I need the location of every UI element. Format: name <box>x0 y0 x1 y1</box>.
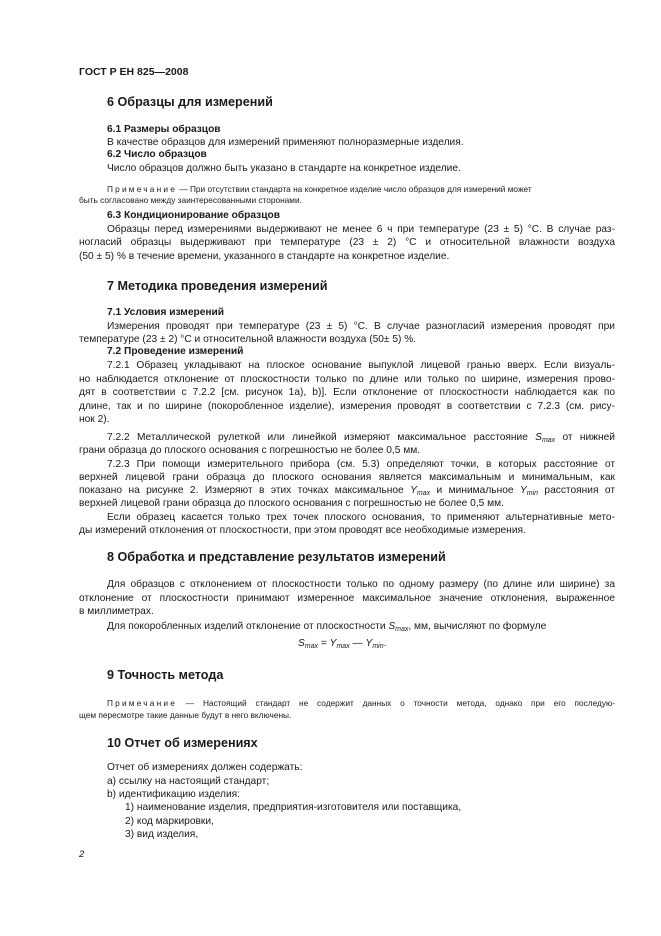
paragraph-7-2-3-line-4: верхней лицевой грани образца до плоского основания с погрешностью не более 0,5 мм. <box>79 498 505 509</box>
formula-s-max: $S_{max} = Y_{max}$ — $Y_{min}$. <box>298 638 387 650</box>
subsection-6-2-title: 6.2 Число образцов <box>107 149 207 160</box>
document-header: ГОСТ Р ЕН 825—2008 <box>79 66 189 78</box>
paragraph-6-3-line-1: Образцы перед измерениями выдерживают не менее 6 ч при температуре (23 ± 5) °С. В случае раз- <box>107 224 615 235</box>
paragraph-7-2-3-line-1: 7.2.3 При помощи измерительного прибора (см. 5.3) определяют точки, в которых расстояние от <box>107 459 615 470</box>
list-item-a: a) ссылку на настоящий стандарт; <box>107 776 270 787</box>
paragraph-8-line-1: Для образцов с отклонением от плоскостности только по одному размеру (по длине или ширине) за <box>107 579 615 590</box>
paragraph-7-2-1-line-2: но наблюдается отклонение от плоскостности только по длине или только по ширине, измерения прово- <box>79 374 615 385</box>
note-label: Примечание <box>107 698 178 708</box>
list-item-b-1: 1) наименование изделия, предприятия-изготовителя или поставщика, <box>125 802 462 813</box>
paragraph-7-2-1-line-5: нок 2). <box>79 414 110 425</box>
paragraph-6-3-line-3: (50 ± 5) % в течение времени, указанного в стандарте на конкретное изделие. <box>79 251 450 262</box>
paragraph-7-2-3-line-3: показано на рисунке 2. Измеряют в этих точках максимальное $Y_{max}$ и минимальное $Y_{min}$ расстояния от <box>79 485 616 497</box>
paragraph-7-2-1-line-4: длине, так и по ширине (покоробленное изделие), измерения проводят в соответствии с 7.2.3 (см. рису- <box>79 401 615 412</box>
paragraph-8-line-2: отклонение от плоскостности принимают измеренное максимальное значение отклонения, выраженное <box>79 593 615 604</box>
section-8-title: 8 Обработка и представление результатов измерений <box>107 550 446 564</box>
subsection-7-2-title: 7.2 Проведение измерений <box>107 346 244 357</box>
paragraph-7-2-1-line-3: дят в соответствии с 7.2.2 [см. рисунок 1а), b)]. Если отклонение от плоскостности наблюдается как по <box>79 387 615 398</box>
list-item-b-3: 3) вид изделия, <box>125 829 199 840</box>
paragraph-7-2-3-line-2: верхней лицевой грани образца до плоского основания является максимальным и минимальным, как <box>79 472 615 483</box>
paragraph-8-formula-intro: Для покоробленных изделий отклонение от плоскостности $S_{max}$, мм, вычисляют по формуле <box>107 621 547 633</box>
report-intro: Отчет об измерениях должен содержать: <box>107 762 303 773</box>
note-text: — При отсутствии стандарта на конкретное изделие число образцов для измерений может <box>177 184 532 194</box>
subsection-6-3-title: 6.3 Кондиционирование образцов <box>107 210 280 221</box>
paragraph-7-2-2-line-2: грани образца до плоского основания с погрешностью не более 0,5 мм. <box>79 445 421 456</box>
paragraph-7-2-1-line-1: 7.2.1 Образец укладывают на плоское основание выпуклой лицевой гранью вверх. Если визуаль- <box>107 360 615 371</box>
paragraph-alt-line-2: ды измерений отклонения от плоскостности, при этом проводят все необходимые измерения. <box>79 525 526 536</box>
note-9-line-2: щем пересмотре такие данные будут в него включены. <box>79 710 292 720</box>
paragraph-alt-line-1: Если образец касается только трех точек плоского основания, то применяют альтернативные мето- <box>107 512 615 523</box>
list-item-b: b) идентификацию изделия: <box>107 789 240 800</box>
paragraph-6-3-line-2: ногласий образцы выдерживают при температуре (23 ± 2) °С и относительной влажности воздуха <box>79 237 615 248</box>
page-number: 2 <box>79 849 85 860</box>
paragraph-8-line-3: в миллиметрах. <box>79 606 154 617</box>
note-text: — Настоящий стандарт не содержит данных о точности метода, однако при его последую- <box>177 698 615 708</box>
section-6-title: 6 Образцы для измерений <box>107 95 273 109</box>
paragraph-7-1-line-2: температуре (23 ± 2) °С и относительной влажности воздуха (50± 5) %. <box>79 334 417 345</box>
note-label: Примечание <box>107 184 178 194</box>
paragraph-7-2-2-line-1: 7.2.2 Металлической рулеткой или линейкой измеряют максимальное расстояние $S_{max}$ от нижней <box>107 432 615 444</box>
section-9-title: 9 Точность метода <box>107 668 224 682</box>
subsection-6-1-title: 6.1 Размеры образцов <box>107 124 221 135</box>
list-item-b-2: 2) код маркировки, <box>125 816 214 827</box>
paragraph-6-1: В качестве образцов для измерений применяют полноразмерные изделия. <box>107 137 464 148</box>
paragraph-7-1-line-1: Измерения проводят при температуре (23 ± 5) °С. В случае разногласий измерения проводят при <box>107 321 615 332</box>
symbol-s-max: $S_{max}$ <box>388 621 409 633</box>
symbol-s-max: $S_{max}$ <box>535 432 556 444</box>
note-6-line-2: быть согласовано между заинтересованными сторонами. <box>79 195 302 205</box>
section-10-title: 10 Отчет об измерениях <box>107 736 258 750</box>
paragraph-6-2: Число образцов должно быть указано в стандарте на конкретное изделие. <box>107 163 461 174</box>
symbol-y-max: $Y_{max}$ <box>410 485 431 497</box>
symbol-y-min: $Y_{min}$ <box>519 485 539 497</box>
subsection-7-1-title: 7.1 Условия измерений <box>107 307 225 318</box>
section-7-title: 7 Методика проведения измерений <box>107 279 328 293</box>
